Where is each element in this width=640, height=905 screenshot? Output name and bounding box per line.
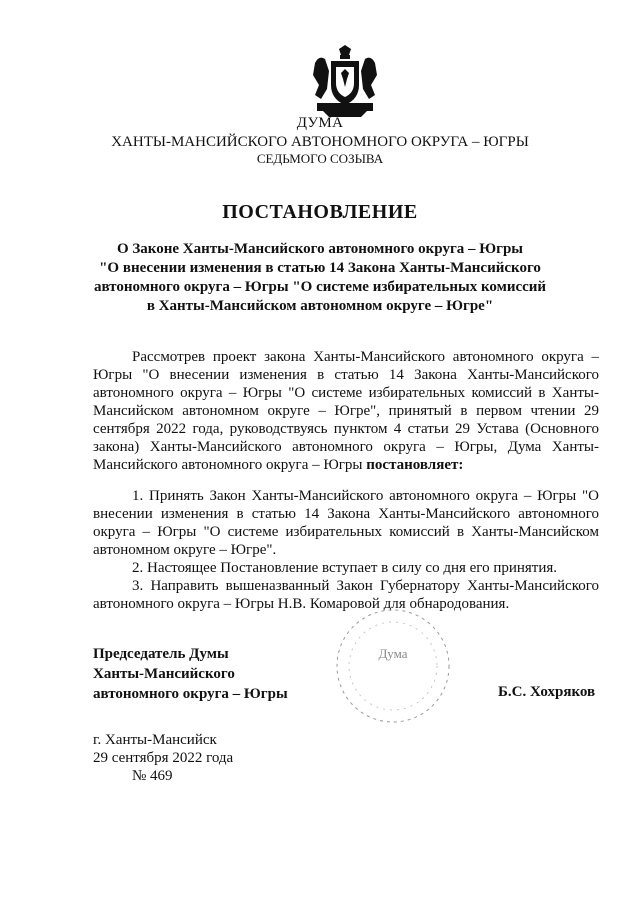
preamble-text: Рассмотрев проект закона Ханты-Мансийского автономного округа – Югры "О внесении изменения в статью 14 Закона Ханты-Мансийского автономного округа – Югры "О системе избирательных комиссий в Ханты-Мансийском автономном округе – Югре", принятый в первом чтении 29 сентября 2022 года, руководствуясь пунктом 4 статьи 29 Устава (Основного закона) Ханты-Мансийского автономного округа – Югры, Дума Ханты-Мансийского автономного округа – Югры	[93, 349, 599, 473]
place-of-adoption: г. Ханты-Мансийск	[93, 732, 217, 748]
org-convocation: СЕДЬМОГО СОЗЫВА	[256, 151, 384, 166]
document-subject	[0, 240, 640, 316]
resolution-item: 1. Принять Закон Ханты-Мансийского автономного округа – Югры "О внесении изменения в статью 14 Закона Ханты-Мансийского автономного округа – Югры "О системе избирательных комиссий в Ханты-Мансийском автономном округе – Югре".	[93, 488, 599, 558]
subject-line: в Ханты-Мансийском автономном округе – Югре"	[146, 298, 494, 314]
subject-line: "О внесении изменения в статью 14 Закона Ханты-Мансийского	[99, 260, 541, 276]
org-name-line2: ХАНТЫ-МАНСИЙСКОГО АВТОНОМНОГО ОКРУГА – ЮГРЫ	[111, 134, 529, 150]
resolution-item: 2. Настоящее Постановление вступает в силу со дня его принятия.	[132, 560, 558, 576]
org-name-line1: ДУМА	[296, 115, 344, 131]
document-type-title: ПОСТАНОВЛЕНИЕ	[222, 201, 418, 223]
signer-title-line: Председатель Думы	[93, 646, 229, 662]
signer-title	[93, 644, 288, 704]
official-stamp	[323, 606, 463, 726]
signer-title-line: Ханты-Мансийского	[93, 666, 235, 682]
subject-line: автономного округа – Югры "О системе избирательных комиссий	[93, 279, 547, 295]
preamble-paragraph	[93, 348, 599, 474]
signer-name: Б.С. Хохряков	[498, 684, 596, 700]
signer-title-line: автономного округа – Югры	[93, 686, 288, 702]
stamp-text: Дума	[378, 646, 408, 661]
coat-of-arms-icon	[309, 45, 381, 117]
resolution-item: 3. Направить вышеназванный Закон Губернатору Ханты-Мансийского автономного округа – Югры Н.В. Комаровой для обнародования.	[93, 578, 599, 612]
document-footer	[93, 731, 233, 785]
document-number: № 469	[132, 768, 173, 784]
resolution-items	[93, 487, 599, 613]
adoption-date: 29 сентября 2022 года	[93, 750, 234, 766]
subject-line: О Законе Ханты-Мансийского автономного округа – Югры	[116, 241, 524, 257]
preamble-decision-word: постановляет:	[366, 457, 464, 473]
